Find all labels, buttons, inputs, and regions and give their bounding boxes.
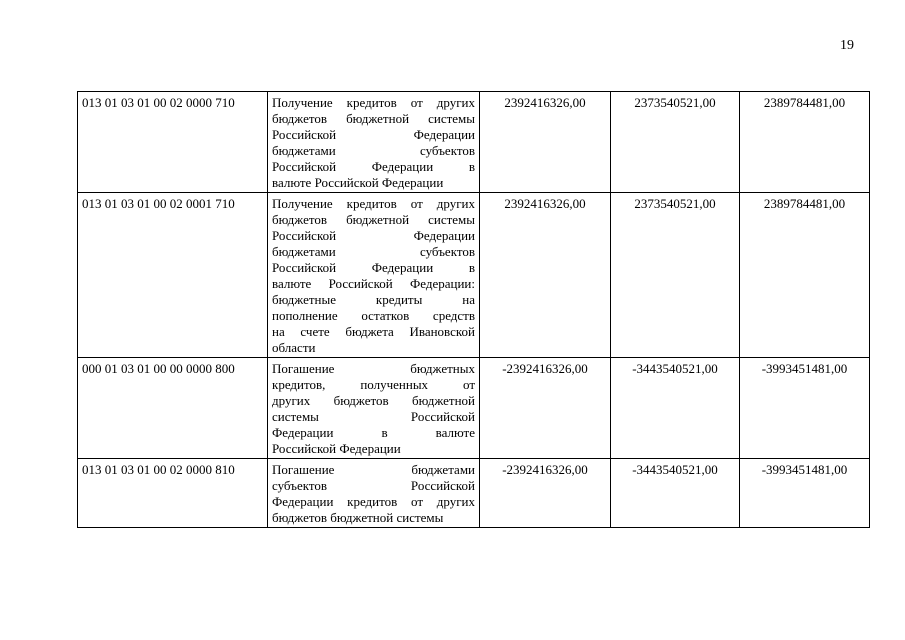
source-name-line: пополнение остатков средств	[272, 308, 475, 323]
table-body	[78, 92, 870, 528]
amount-year-3-cell: -3993451481,00	[740, 459, 870, 528]
source-name-line: на счете бюджета Ивановской	[272, 324, 475, 339]
amount-year-1-cell: 2392416326,00	[480, 193, 611, 358]
amount-year-2-cell: -3443540521,00	[611, 459, 740, 528]
source-name-line: бюджетов бюджетной системы	[272, 111, 475, 126]
amount-year-2-cell: 2373540521,00	[611, 92, 740, 193]
page-number: 19	[840, 38, 854, 53]
amount-year-3-cell: 2389784481,00	[740, 193, 870, 358]
source-name-line: Федерации в валюте	[272, 425, 475, 440]
source-name-line: бюджетов бюджетной системы	[272, 510, 444, 525]
source-name-cell	[268, 92, 480, 193]
source-name-line: субъектов Российской	[272, 478, 475, 493]
source-name-line: валюте Российской Федерации:	[272, 276, 475, 291]
source-name-line: Российской Федерации в	[272, 260, 475, 275]
amount-year-2-cell: 2373540521,00	[611, 193, 740, 358]
source-name-line: бюджетами субъектов	[272, 244, 475, 259]
amount-year-3-cell: -3993451481,00	[740, 358, 870, 459]
source-name-line: бюджетов бюджетной системы	[272, 212, 475, 227]
source-name-line: Получение кредитов от других	[272, 95, 475, 110]
amount-year-1-cell: -2392416326,00	[480, 358, 611, 459]
budget-code-cell: 000 01 03 01 00 00 0000 800	[78, 358, 268, 459]
source-name-line: валюте Российской Федерации	[272, 175, 444, 190]
table-row	[78, 358, 870, 459]
amount-year-1-cell: 2392416326,00	[480, 92, 611, 193]
budget-sources-table	[77, 91, 870, 528]
source-name-cell	[268, 358, 480, 459]
budget-code-cell: 013 01 03 01 00 02 0000 810	[78, 459, 268, 528]
source-name-line: Федерации кредитов от других	[272, 494, 475, 509]
source-name-line: Погашение бюджетных	[272, 361, 475, 376]
amount-year-3-cell: 2389784481,00	[740, 92, 870, 193]
table-row	[78, 459, 870, 528]
source-name-line: Российской Федерации	[272, 228, 475, 243]
source-name-line: Российской Федерации в	[272, 159, 475, 174]
source-name-line: кредитов, полученных от	[272, 377, 475, 392]
source-name-line: Российской Федерации	[272, 441, 401, 456]
amount-year-1-cell: -2392416326,00	[480, 459, 611, 528]
source-name-line: бюджетные кредиты на	[272, 292, 475, 307]
amount-year-2-cell: -3443540521,00	[611, 358, 740, 459]
source-name-line: системы Российской	[272, 409, 475, 424]
source-name-line: Погашение бюджетами	[272, 462, 475, 477]
source-name-line: других бюджетов бюджетной	[272, 393, 475, 408]
budget-code-cell: 013 01 03 01 00 02 0001 710	[78, 193, 268, 358]
budget-code-cell: 013 01 03 01 00 02 0000 710	[78, 92, 268, 193]
table-row	[78, 92, 870, 193]
source-name-line: области	[272, 340, 316, 355]
table-row	[78, 193, 870, 358]
source-name-line: бюджетами субъектов	[272, 143, 475, 158]
source-name-line: Российской Федерации	[272, 127, 475, 142]
source-name-line: Получение кредитов от других	[272, 196, 475, 211]
source-name-cell	[268, 193, 480, 358]
source-name-cell	[268, 459, 480, 528]
